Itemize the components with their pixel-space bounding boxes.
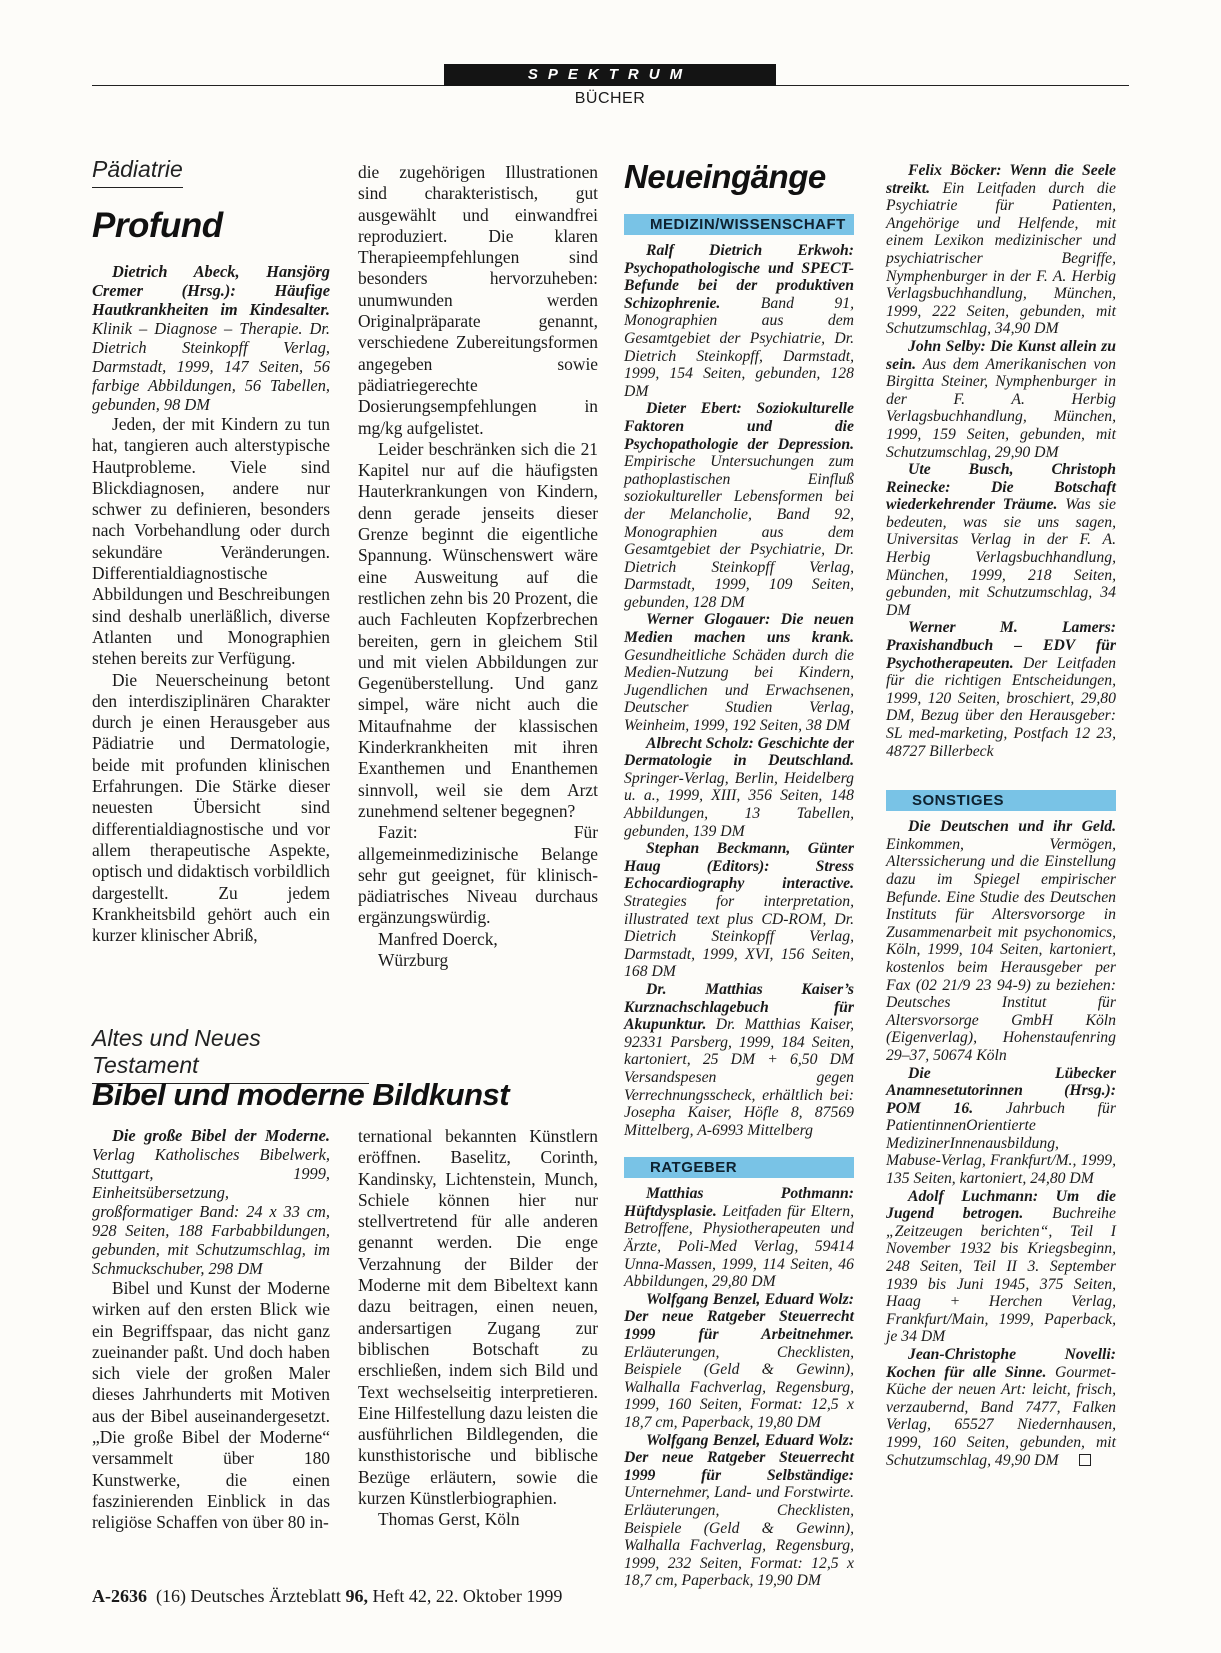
book-entry: Die Lübecker Anamnesetutorinnen (Hrsg.): POM 16. Jahrbuch für PatientinnenOrientierte MedizinerInnenausbildung, Mabuse-Verlag, Frankfurt/M., 1999, 135 Seiten, kartoniert, 24,80 DM: [886, 1064, 1116, 1188]
book-entry: Die Deutschen und ihr Geld. Einkommen, Vermögen, Alterssicherung und die Einstellung dazu im Spiegel empirischer Befunde. Eine Studie des Deutschen Instituts für Altersvorsorge in Zusammenarbeit mit psychonomics, Köln, 1999, 104 Seiten, kartoniert, kostenlos beim Herausgeber per Fax (02 21/9 23 94-9) zu beziehen: Deutsches Institut für Altersvorsorge GmbH Köln (Eigenverlag), Hohenstaufenring 29–37, 50674 Köln: [886, 818, 1116, 1064]
article1-rubric: Pädiatrie: [92, 156, 183, 188]
book-entry: Adolf Luchmann: Um die Jugend betrogen. Buchreihe „Zeitzeugen berichten“, Teil I November 1932 bis Kriegsbeginn, 248 Seiten, Teil II 3. September 1939 bis Juni 1945, 375 Seiten, Haag + Herchen Verlag, Frankfurt/Main, 1999, Paperback, je 34 DM: [886, 1187, 1116, 1346]
book-entry: Stephan Beckmann, Günter Haug (Editors): Stress Echocardiography interactive. Strategies for interpretation, illustrated text plus CD-ROM, Dr. Dietrich Steinkopff Verlag, Darmstadt, 1999, XVI, 156 Seiten, 168 DM: [624, 840, 854, 981]
end-of-article-square-icon: [1079, 1454, 1091, 1466]
neueingaenge-column-1: [624, 214, 854, 1590]
book-entry: Dieter Ebert: Soziokulturelle Faktoren und die Psychopathologie der Depression. Empirische Untersuchungen zum pathoplastischen Einfluß soziokultureller Lebensformen bei der Melancholie, Band 92, Monographien aus dem Gesamtgebiet der Psychiatrie, Dr. Dietrich Steinkopff Verlag, Darmstadt, 1999, 109 Seiten, gebunden, 128 DM: [624, 400, 854, 611]
book-entry: Werner Glogauer: Die neuen Medien machen uns krank. Gesundheitliche Schäden durch die Medien-Nutzung bei Kindern, Jugendlichen und Erwachsenen, Deutscher Studien Verlag, Weinheim, 1999, 192 Seiten, 38 DM: [624, 611, 854, 735]
book-entry: John Selby: Die Kunst allein zu sein. Aus dem Amerikanischen von Birgitta Steiner, Nymphenburger in der F. A. Herbig Verlagsbuchhandlung, München, 1999, 159 Seiten, gebunden, mit Schutzumschlag, 29,90 DM: [886, 337, 1116, 461]
article1-paragraph: Jeden, der mit Kindern zu tun hat, tangieren auch alterstypische Hautprobleme. Viele sind Blickdiagnosen, andere nur schwer zu definieren, besonders nach Vorbehandlung oder durch sekundäre Veränderungen. Differentialdiagnostische Abbildungen und Beschreibungen sind deshalb unerläßlich, diverse Atlanten und Monographien stehen bereits zur Verfügung.: [92, 414, 330, 669]
book-entry: Werner M. Lamers: Praxishandbuch – EDV für Psychotherapeuten. Der Leitfaden für die richtigen Entscheidungen, 1999, 120 Seiten, broschiert, 29,80 DM, Bezug über den Herausgeber: SL med-marketing, Postfach 12 23, 48727 Billerbeck: [886, 619, 1116, 760]
category-band-ratgeber: RATGEBER: [624, 1157, 854, 1178]
article1-paragraph: Fazit: Für allgemeinmedizinische Belange sehr gut geeignet, für klinisch-pädiatrisches Niveau durchaus ergänzungswürdig.: [358, 822, 598, 928]
journal-issue-date: Heft 42, 22. Oktober 1999: [372, 1586, 563, 1606]
book-entry: Ralf Dietrich Erkwoh: Psychopathologische und SPECT-Befunde bei der produktiven Schizophrenie. Band 91, Monographien aus dem Gesamtgebiet der Psychiatrie, Dr. Dietrich Steinkopff, Darmstadt, 1999, 154 Seiten, gebunden, 128 DM: [624, 242, 854, 400]
article1-headline: Profund: [92, 206, 223, 245]
article2-biblio-title: Die große Bibel der Moderne.: [112, 1126, 330, 1145]
book-entry: Jean-Christophe Novelli: Kochen für alle Sinne. Gourmet-Küche der neuen Art: leicht, frisch, verzaubernd, Band 7477, Falken Verlag, 65527 Niedernhausen, 1999, 160 Seiten, gebunden, mit Schutzumschlag, 49,90 DM: [886, 1346, 1116, 1469]
neueingaenge-headline: Neueingänge: [624, 158, 826, 195]
article1-author-name: Manfred Doerck,: [378, 928, 498, 949]
article1-biblio-details: Klinik – Diagnose – Therapie. Dr. Dietrich Steinkopff Verlag, Darmstadt, 1999, 147 Seiten, 56 farbige Abbildungen, 56 Tabellen, gebunden, 98 DM: [92, 319, 330, 414]
page-number: A-2636: [92, 1586, 147, 1606]
section-kicker: SPEKTRUM: [444, 64, 776, 86]
article1-bibliography: [92, 262, 330, 414]
article2-author: Thomas Gerst, Köln: [378, 1509, 520, 1530]
article1-paragraph: Leider beschränken sich die 21 Kapitel nur auf die häufigsten Hauterkrankungen von Kindern, denn gerade jenseits dieser Grenze beginnt die eigentliche Spannung. Wünschenswert wäre eine Ausweitung auf die restlichen zehn bis 20 Prozent, die auch Fachleuten Kopfzerbrechen bereiten, gern in gleichem Stil und mit vielen Abbildungen zur Gegenüberstellung. Und ganz simpel, wäre nicht auch die Mitaufnahme der klassischen Kinderkrankheiten mit ihren Exanthemen und Enanthemen sinnvoll, weil sie dem Arzt zunehmend seltener begegnen?: [358, 438, 598, 821]
book-entry: Felix Böcker: Wenn die Seele streikt. Ein Leitfaden durch die Psychiatrie für Patienten, Angehörige und Helfende, mit einem Lexikon medizinischer und psychiatrischer Begriffe, Nymphenburger in der F. A. Herbig Verlagsbuchhandlung, München, 1999, 222 Seiten, gebunden, mit Schutzumschlag, 34,90 DM: [886, 162, 1116, 338]
article1-column-2: [358, 162, 598, 971]
article2-column-2: [358, 1126, 598, 1531]
book-entry: Matthias Pothmann: Hüftdysplasie. Leitfaden für Eltern, Betroffene, Physiotherapeuten und Ärzte, Poli-Med Verlag, 59414 Unna-Massen, 1999, 114 Seiten, 46 Abbildungen, 29,80 DM: [624, 1185, 854, 1291]
category-band-sonstiges: SONSTIGES: [886, 790, 1116, 811]
article2-rubric: Altes und Neues Testament: [92, 1025, 369, 1084]
article2-column-1: [92, 1126, 330, 1534]
article1-column-1: [92, 262, 330, 946]
article1-paragraph: Die Neuerscheinung betont den interdisziplinären Charakter durch je einen Herausgeber aus Pädiatrie und Dermatologie, beide mit profunden klinischen Erfahrungen. Die Stärke dieser neuesten Übersicht sind differentialdiagnostische und vor allem therapeutische Aspekte, optisch und didaktisch vorbildlich dargestellt. Zu jedem Krankheitsbild gehört auch ein kurzer klinischer Abriß,: [92, 669, 330, 946]
journal-name: (16) Deutsches Ärzteblatt: [156, 1586, 341, 1606]
article2-paragraph: ternational bekannten Künstlern eröffnen. Baselitz, Corinth, Kandinsky, Lichtenstein, Munch, Schiele können hier nur stellvertretend für alle anderen genannt werden. Die enge Verzahnung der Bilder der Moderne mit dem Bibeltext kann dazu beitragen, einen neuen, andersartigen Zugang zur biblischen Botschaft zu erschließen, indem sich Bild und Text wechselseitig interpretieren. Eine Hilfestellung dazu leisten die ausführlichen Bildlegenden, die kunsthistorische und biblische Bezüge erläutern, sowie die kurzen Künstlerbiographien.: [358, 1126, 598, 1509]
article2-paragraph: Bibel und Kunst der Moderne wirken auf den ersten Blick wie ein Begriffspaar, das nicht ganz zueinander paßt. Und doch haben sich viele der großen Maler dieses Jahrhunderts mit Motiven aus der Bibel auseinandergesetzt. „Die große Bibel der Moderne“ versammelt über 180 Kunstwerke, die einen faszinierenden Einblick in das religiöse Schaffen von über 80 in-: [92, 1278, 330, 1533]
article1-author-city: Würzburg: [378, 949, 449, 970]
article2-headline: Bibel und moderne Bildkunst: [92, 1077, 510, 1112]
book-entry: Wolfgang Benzel, Eduard Wolz: Der neue Ratgeber Steuerrecht 1999 für Arbeitnehmer. Erläuterungen, Checklisten, Beispiele (Geld & Gewinn), Walhalla Fachverlag, Regensburg, 1999, 160 Seiten, Format: 12,5 x 18,7 cm, Paperback, 19,80 DM: [624, 1290, 854, 1431]
article1-biblio-title: Dietrich Abeck, Hansjörg Cremer (Hrsg.): Häufige Hautkrankheiten im Kindesalter.: [92, 262, 330, 319]
journal-volume: 96,: [345, 1586, 368, 1606]
book-entry: Albrecht Scholz: Geschichte der Dermatologie in Deutschland. Springer-Verlag, Berlin, Heidelberg u. a., 1999, XIII, 356 Seiten, 148 Abbildungen, 13 Tabellen, gebunden, 139 DM: [624, 734, 854, 840]
article2-biblio-details: Verlag Katholisches Bibelwerk, Stuttgart, 1999, Einheitsübersetzung, großformatiger Band: 24 x 33 cm, 928 Seiten, 188 Farbabbildungen, gebunden, mit Schutzumschlag, im Schmuckschuber, 298 DM: [92, 1145, 330, 1278]
book-entry: Ute Busch, Christoph Reinecke: Die Botschaft wiederkehrender Träume. Was sie bedeuten, was sie uns sagen, Universitas Verlag in der F. A. Herbig Verlagsbuchhandlung, München, 1999, 218 Seiten, gebunden, mit Schutzumschlag, 34 DM: [886, 461, 1116, 619]
article2-bibliography: [92, 1126, 330, 1278]
book-entry: Dr. Matthias Kaiser’s Kurznachschlagebuch für Akupunktur. Dr. Matthias Kaiser, 92331 Parsberg, 1999, 184 Seiten, kartoniert, 25 DM + 6,50 DM Versandspesen gegen Verrechnungsscheck, erhältlich bei: Josepha Kaiser, Höfle 8, 87569 Mittelberg, A-6993 Mittelberg: [624, 980, 854, 1139]
neueingaenge-column-2: [886, 162, 1116, 1469]
section-subtitle: BÜCHER: [574, 90, 646, 107]
category-band-medizin: MEDIZIN/WISSENSCHAFT: [624, 214, 854, 235]
book-entry: Wolfgang Benzel, Eduard Wolz: Der neue Ratgeber Steuerrecht 1999 für Selbständige: Unternehmer, Land- und Forstwirte. Erläuterungen, Checklisten, Beispiele (Geld & Gewinn), Walhalla Fachverlag, Regensburg, 1999, 232 Seiten, Format: 12,5 x 18,7 cm, Paperback, 19,90 DM: [624, 1431, 854, 1590]
article1-paragraph: die zugehörigen Illustrationen sind charakteristisch, gut ausgewählt und einwandfrei reproduziert. Die klaren Therapieempfehlungen sind besonders hervorzuheben: unumwunden werden Originalpräparate genannt, verschiedene Zubereitungsformen angegeben sowie pädiatriegerechte Dosierungsempfehlungen in mg/kg aufgelistet.: [358, 162, 598, 438]
page-footer: [92, 1586, 562, 1607]
